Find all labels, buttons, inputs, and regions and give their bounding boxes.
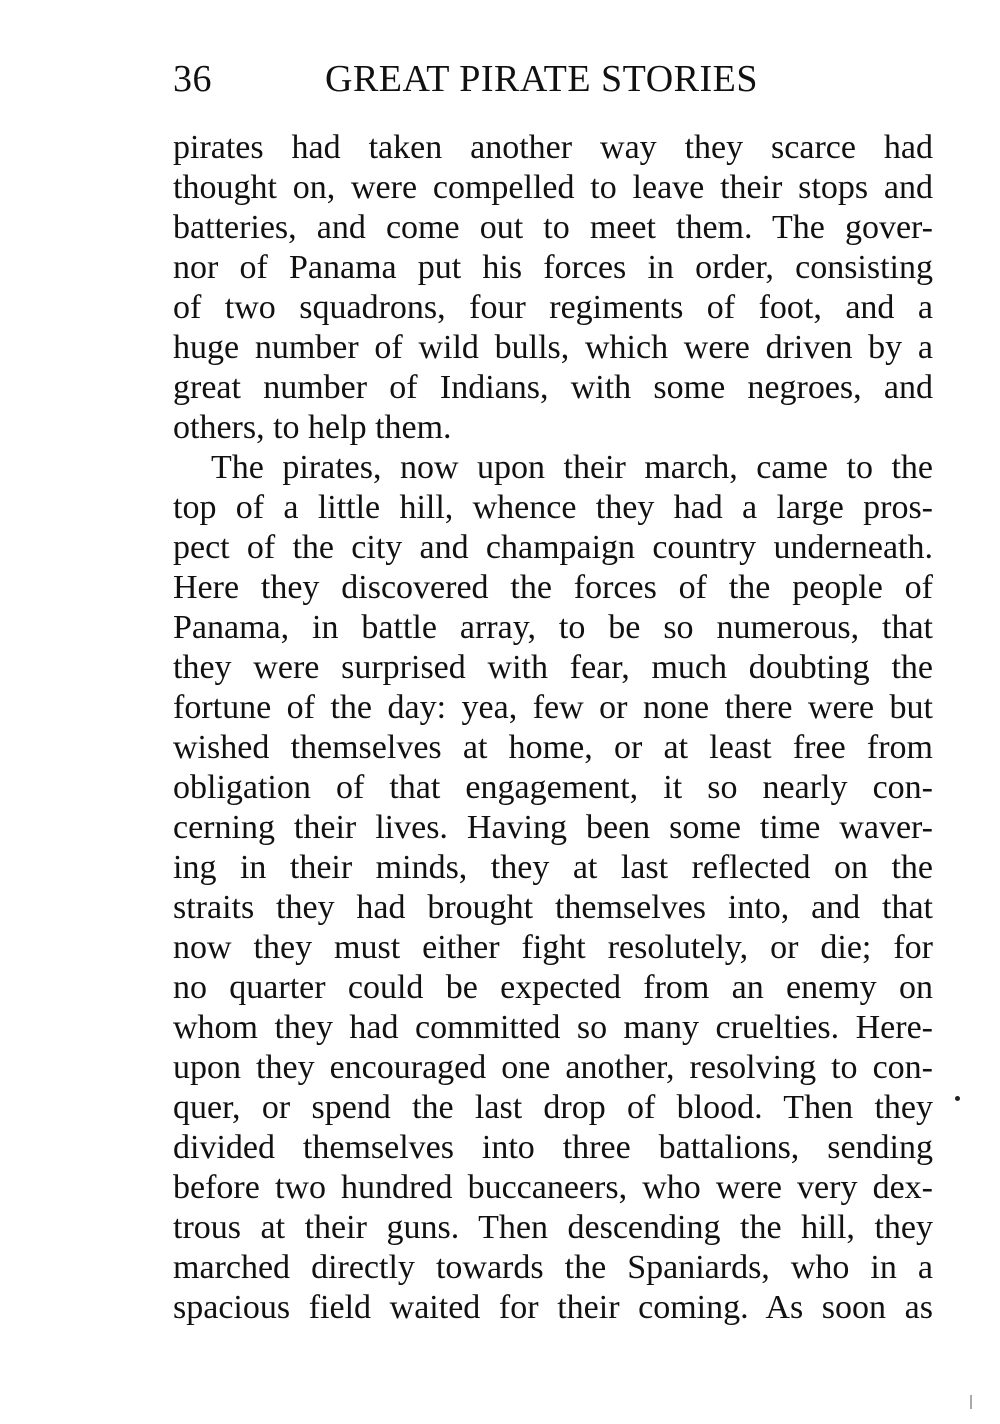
text-line: upon they encouraged one another, resolving to con- <box>173 1049 933 1086</box>
text-line: ing in their minds, they at last reflected on the <box>173 849 933 886</box>
text-line: top of a little hill, whence they had a large pros- <box>173 489 933 526</box>
text-line: great number of Indians, with some negroes, and <box>173 369 933 406</box>
body-text <box>173 128 933 1328</box>
scan-edge-mark <box>970 1395 972 1409</box>
paragraph-end-line: others, to help them. <box>173 409 452 446</box>
text-line: whom they had committed so many cruelties. Here- <box>173 1009 933 1046</box>
book-title: GREAT PIRATE STORIES <box>325 58 758 100</box>
text-line: of two squadrons, four regiments of foot, and a <box>173 289 933 326</box>
text-line: before two hundred buccaneers, who were very dex- <box>173 1169 933 1206</box>
running-head <box>173 54 933 104</box>
text-line: no quarter could be expected from an enemy on <box>173 969 933 1006</box>
text-line: wished themselves at home, or at least free from <box>173 729 933 766</box>
text-line: thought on, were compelled to leave their stops and <box>173 169 933 206</box>
text-line: fortune of the day: yea, few or none there were but <box>173 689 933 726</box>
text-line: straits they had brought themselves into, and that <box>173 889 933 926</box>
text-line: divided themselves into three battalions, sending <box>173 1129 933 1166</box>
text-line: batteries, and come out to meet them. The gover- <box>173 209 933 246</box>
text-line: quer, or spend the last drop of blood. Then they <box>173 1089 933 1126</box>
text-line: Panama, in battle array, to be so numerous, that <box>173 609 933 646</box>
text-line: obligation of that engagement, it so nearly con- <box>173 769 933 806</box>
text-line: now they must either fight resolutely, or die; for <box>173 929 933 966</box>
text-line: nor of Panama put his forces in order, consisting <box>173 249 933 286</box>
text-line: they were surprised with fear, much doubting the <box>173 649 933 686</box>
text-line: huge number of wild bulls, which were driven by a <box>173 329 933 366</box>
text-line: pect of the city and champaign country underneath. <box>173 529 933 566</box>
page-number: 36 <box>173 58 212 100</box>
text-line: marched directly towards the Spaniards, who in a <box>173 1249 933 1286</box>
ink-speck <box>955 1096 960 1101</box>
text-line: pirates had taken another way they scarce had <box>173 129 933 166</box>
text-line: spacious field waited for their coming. As soon as <box>173 1289 933 1326</box>
paragraph-start-line: The pirates, now upon their march, came to the <box>211 449 933 486</box>
text-line: cerning their lives. Having been some time waver- <box>173 809 933 846</box>
text-line: Here they discovered the forces of the people of <box>173 569 933 606</box>
text-line: trous at their guns. Then descending the hill, they <box>173 1209 933 1246</box>
